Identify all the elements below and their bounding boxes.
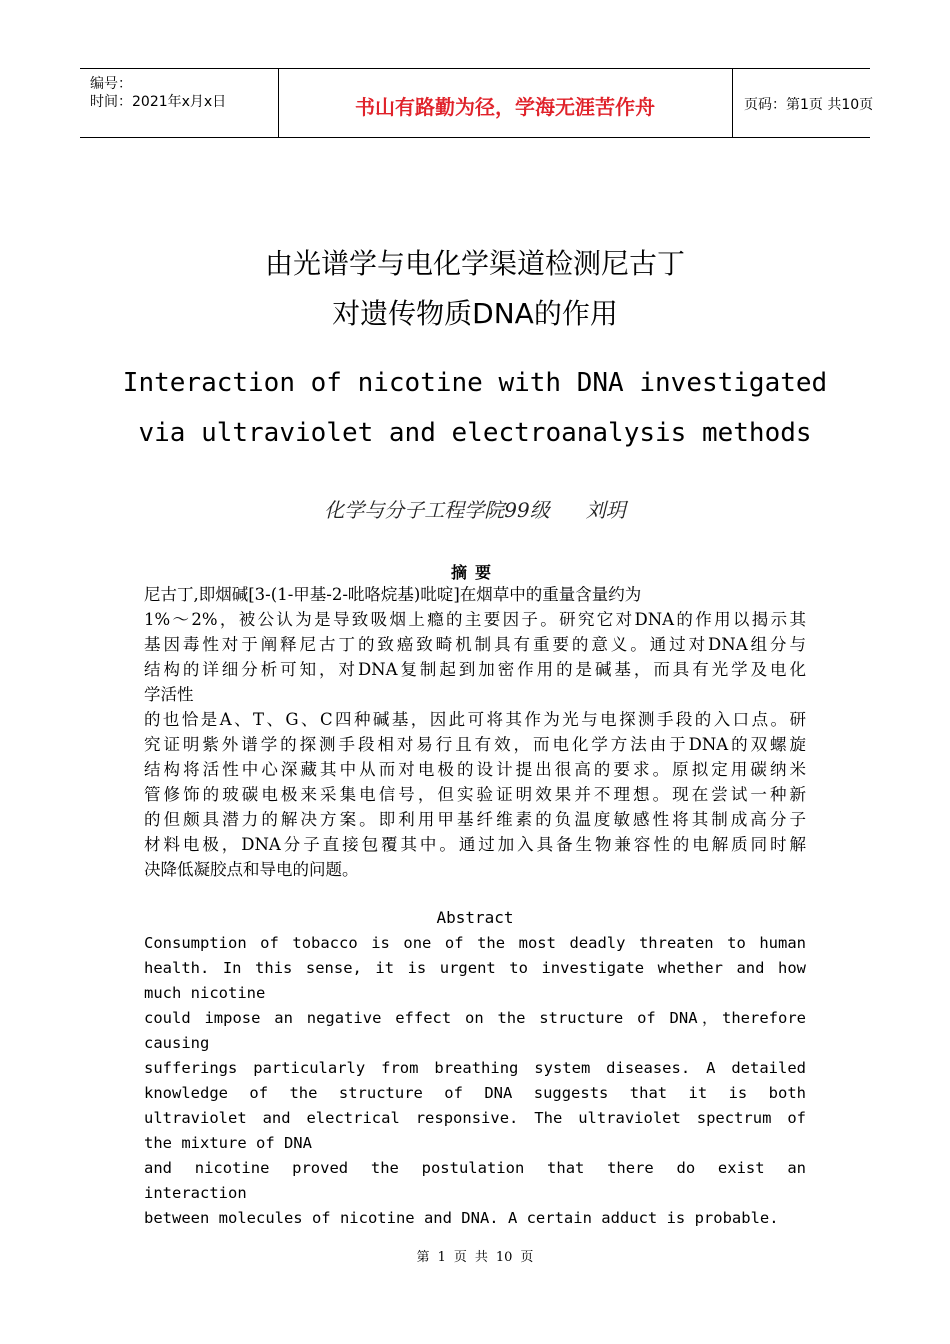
abstract-en-line: knowledge of the structure of DNA suggests that it is both: [144, 1084, 806, 1102]
abstract-cn-line: 材料电极，DNA分子直接包覆其中。通过加入具备生物兼容性的电解质同时解: [144, 835, 806, 854]
abstract-cn-line: 尼古丁,即烟碱[3-(1-甲基-2-吡咯烷基)吡啶]在烟草中的重量含量约为: [144, 585, 642, 604]
abstract-cn-line: 基因毒性对于阐释尼古丁的致癌致畸机制具有重要的意义。通过对DNA组分与: [144, 635, 806, 654]
motto: 书山有路勤为径，学海无涯苦作舟: [355, 95, 655, 119]
abstract-en-line: and nicotine proved the postulation that there do exist an: [144, 1159, 806, 1177]
title-en-line1: Interaction of nicotine with DNA investigated: [122, 368, 828, 398]
abstract-cn-line: 1%～2%，被公认为是导致吸烟上瘾的主要因子。研究它对DNA的作用以揭示其: [144, 610, 806, 629]
title-en-line2: via ultraviolet and electroanalysis methods: [138, 418, 812, 448]
header-meta: [80, 69, 279, 137]
footer-current-page: 1: [437, 1250, 446, 1265]
abstract-en-line: causing: [144, 1034, 210, 1052]
abstract-en-body: [144, 931, 806, 1231]
abstract-en-line: health. In this sense, it is urgent to investigate whether and how: [144, 959, 806, 977]
footer-total-pages: 10: [495, 1250, 513, 1265]
footer-part: 共: [474, 1250, 488, 1265]
page-header: [80, 68, 874, 138]
abstract-cn-line: 学活性: [144, 685, 194, 704]
page-footer: [0, 1246, 950, 1265]
document-number: 编号：: [90, 76, 132, 92]
abstract-en-line: sufferings particularly from breathing system diseases. A detailed: [144, 1059, 806, 1077]
footer-part: 页: [520, 1250, 534, 1265]
abstract-cn-line: 的但颇具潜力的解决方案。即利用甲基纤维素的负温度敏感性将其制成高分子: [144, 810, 806, 829]
abstract-en-line: Consumption of tobacco is one of the most deadly threaten to human: [144, 934, 806, 952]
author-affiliation: 化学与分子工程学院99级: [324, 498, 550, 522]
author-line: [0, 494, 950, 523]
page-code: 页码：第1页 共10页: [744, 97, 874, 113]
abstract-en-line: much nicotine: [144, 984, 266, 1002]
abstract-cn-line: 管修饰的玻碳电极来采集电信号，但实验证明效果并不理想。现在尝试一种新: [144, 785, 806, 804]
abstract-en-line: ultraviolet and electrical responsive. The ultraviolet spectrum of: [144, 1109, 806, 1127]
author-name: 刘玥: [585, 498, 626, 522]
title-cn-line1: 由光谱学与电化学渠道检测尼古丁: [264, 247, 685, 280]
abstract-en-line: could impose an negative effect on the structure of DNA，therefore: [144, 1009, 806, 1027]
abstract-cn-line: 结构的详细分析可知，对DNA复制起到加密作用的是碱基，而具有光学及电化: [144, 660, 806, 679]
abstract-cn-line: 结构将活性中心深藏其中从而对电极的设计提出很高的要求。原拟定用碳纳米: [144, 760, 806, 779]
title-cn-line2: 对遗传物质DNA的作用: [332, 297, 618, 330]
abstract-en-line: interaction: [144, 1184, 247, 1202]
abstract-en-heading: Abstract: [436, 908, 514, 927]
abstract-cn-heading: 摘要: [450, 563, 499, 582]
abstract-en-line: between molecules of nicotine and DNA. A certain adduct is probable.: [144, 1209, 779, 1227]
document-date: 时间：2021年x月x日: [90, 94, 227, 110]
abstract-cn-body: [144, 582, 806, 882]
footer-part: 第: [416, 1250, 430, 1265]
footer-part: 页: [453, 1250, 467, 1265]
header-motto-cell: [278, 69, 733, 137]
abstract-cn-line: 究证明紫外谱学的探测手段相对易行且有效，而电化学方法由于DNA的双螺旋: [144, 735, 806, 754]
abstract-en-line: the mixture of DNA: [144, 1134, 312, 1152]
abstract-cn-line: 的也恰是A、T、G、C四种碱基，因此可将其作为光与电探测手段的入口点。研: [144, 710, 806, 729]
abstract-cn-line: 决降低凝胶点和导电的问题。: [144, 860, 359, 879]
header-page-cell: [732, 69, 874, 137]
